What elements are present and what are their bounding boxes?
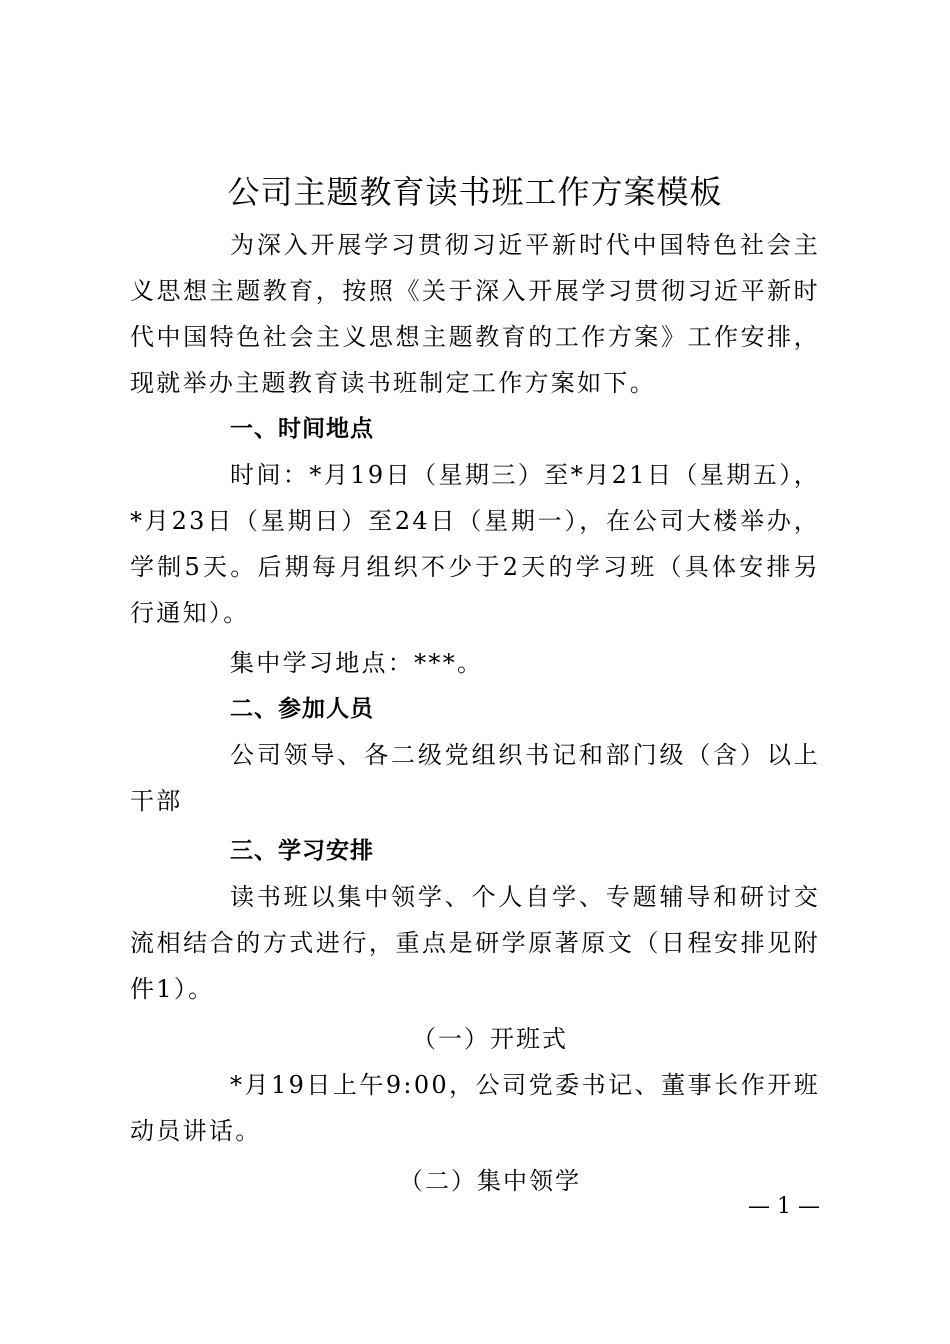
subsection-heading-opening: （一）开班式: [412, 1025, 568, 1053]
study-arrangement-paragraph: 读书班以集中领学、个人自学、专题辅导和研讨交流相结合的方式进行，重点是研学原著原文（日程安排见附件1）。: [130, 883, 820, 1003]
place-paragraph: 集中学习地点：***。: [230, 649, 484, 677]
participants-paragraph: 公司领导、各二级党组织书记和部门级（含）以上干部: [130, 741, 820, 815]
intro-paragraph: 为深入开展学习贯彻习近平新时代中国特色社会主义思想主题教育，按照《关于深入开展学习贯彻习近平新时代中国特色社会主义思想主题教育的工作方案》工作安排，现就举办主题教育读书班制定工作方案如下。: [130, 231, 820, 397]
section-heading-time-place: 一、时间地点: [230, 416, 374, 442]
section-heading-study-arrangement: 三、学习安排: [230, 838, 374, 864]
time-paragraph: 时间：*月19日（星期三）至*月21日（星期五），*月23日（星期日）至24日（星期一），在公司大楼举办，学制5天。后期每月组织不少于2天的学习班（具体安排另行通知）。: [130, 461, 820, 627]
subsection-heading-group-study: （二）集中领学: [399, 1167, 581, 1195]
document-body: [130, 222, 820, 1204]
section-heading-participants: 二、参加人员: [230, 696, 374, 722]
page-number: — 1 —: [748, 1194, 820, 1219]
document-title: 公司主题教育读书班工作方案模板: [227, 173, 723, 211]
opening-paragraph: *月19日上午9:00，公司党委书记、董事长作开班动员讲话。: [130, 1071, 820, 1145]
